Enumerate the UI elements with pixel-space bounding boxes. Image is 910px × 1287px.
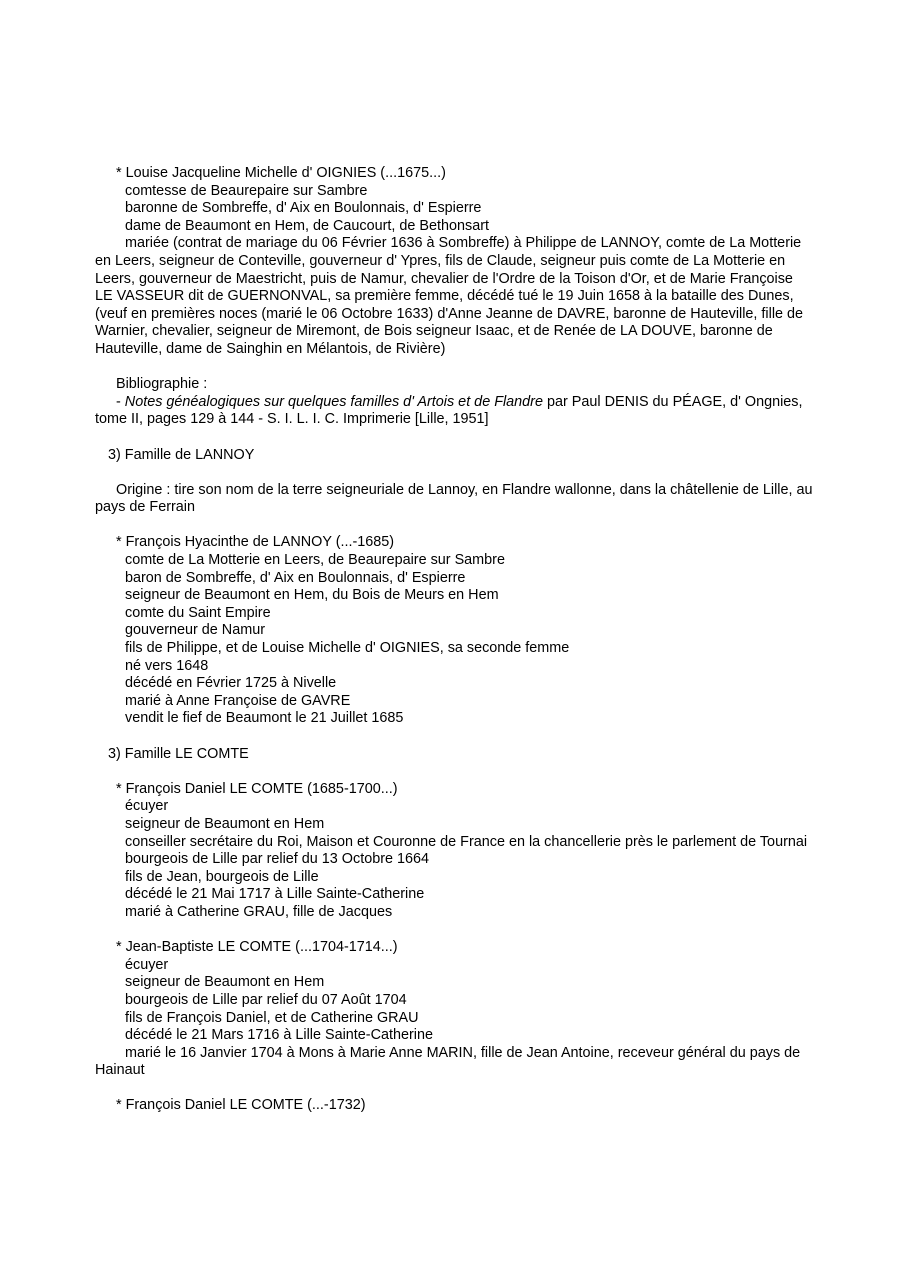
person-header: * François Daniel LE COMTE (1685-1700...)	[116, 780, 398, 797]
entry-line: écuyer	[125, 798, 169, 815]
entry-line: comte de La Motterie en Leers, de Beaurepaire sur Sambre	[125, 552, 505, 569]
origin-paragraph: Origine : tire son nom de la terre seigneuriale de Lannoy, en Flandre wallonne, dans la châtellenie de Lille, au pays de Ferrain	[95, 481, 813, 516]
entry-line: marié à Anne Françoise de GAVRE	[125, 692, 351, 709]
entry-line: bourgeois de Lille par relief du 07 Août 1704	[125, 991, 407, 1008]
person-entry-oignies	[95, 165, 813, 359]
bibliography-details: par Paul DENIS du PÉAGE, d' Ongnies, tome II, pages 129 à 144 - S. I. L. I. C. Imprimerie [Lille, 1951]	[95, 393, 803, 428]
entry-line: baronne de Sombreffe, d' Aix en Boulonnais, d' Espierre	[125, 200, 482, 217]
bibliography-block	[95, 376, 813, 429]
entry-line: vendit le fief de Beaumont le 21 Juillet 1685	[125, 710, 404, 727]
entry-line: gouverneur de Namur	[125, 622, 265, 639]
person-entry-lecomte-1	[95, 781, 813, 922]
entry-long-line: conseiller secrétaire du Roi, Maison et Couronne de France en la chancellerie près le parlement de Tournai	[125, 833, 808, 850]
entry-line: écuyer	[125, 956, 169, 973]
entry-line: fils de François Daniel, et de Catherine GRAU	[125, 1009, 419, 1026]
entry-long-line: marié le 16 Janvier 1704 à Mons à Marie Anne MARIN, fille de Jean Antoine, receveur général du pays de Hainaut	[95, 1044, 801, 1079]
entry-line: né vers 1648	[125, 657, 209, 674]
person-header: * Louise Jacqueline Michelle d' OIGNIES (...1675...)	[116, 165, 446, 181]
entry-line: décédé en Février 1725 à Nivelle	[125, 675, 337, 692]
entry-line: fils de Jean, bourgeois de Lille	[125, 868, 319, 885]
marriage-paragraph: mariée (contrat de mariage du 06 Février 1636 à Sombreffe) à Philippe de LANNOY, comte de La Motterie en Leers, seigneur de Conteville, gouverneur d' Ypres, fils de Claude, seigneur puis comte de La Motterie en Leers, gouverneur de Maestricht, puis de Namur, chevalier de l'Ordre de la Toison d'Or, et de Marie Françoise LE VASSEUR dit de GUERNONVAL, sa première femme, décédé tué le 19 Juin 1658 à la bataille des Dunes, (veuf en premières noces (marié le 06 Octobre 1633) d'Anne Jeanne de DAVRE, baronne de Hauteville, fille de Warnier, chevalier, seigneur de Miremont, de Bois seigneur Isaac, et de Renée de LA DOUVE, baronne de Hauteville, dame de Sainghin en Mélantois, de Rivière)	[95, 235, 804, 357]
entry-line: décédé le 21 Mars 1716 à Lille Sainte-Catherine	[125, 1027, 433, 1044]
entry-line: comte du Saint Empire	[125, 604, 271, 621]
entry-line: comtesse de Beaurepaire sur Sambre	[125, 182, 368, 199]
bibliography-label: Bibliographie :	[116, 376, 208, 393]
entry-line: fils de Philippe, et de Louise Michelle d' OIGNIES, sa seconde femme	[125, 640, 570, 657]
entry-line: baron de Sombreffe, d' Aix en Boulonnais, d' Espierre	[125, 569, 466, 586]
entry-line: bourgeois de Lille par relief du 13 Octobre 1664	[125, 851, 430, 868]
bibliography-title: Notes généalogiques sur quelques familles d' Artois et de Flandre	[124, 393, 543, 410]
section-heading-lecomte: 3) Famille LE COMTE	[108, 745, 249, 762]
person-entry-lecomte-3	[95, 1097, 813, 1115]
person-entry-lecomte-2	[95, 939, 813, 1080]
entry-line: décédé le 21 Mai 1717 à Lille Sainte-Catherine	[125, 886, 425, 903]
entry-line: seigneur de Beaumont en Hem	[125, 974, 325, 991]
entry-line: marié à Catherine GRAU, fille de Jacques	[125, 903, 393, 920]
bibliography-dash: -	[116, 393, 125, 410]
section-heading-lannoy: 3) Famille de LANNOY	[108, 446, 255, 463]
person-entry-lannoy	[95, 534, 813, 728]
entry-line: dame de Beaumont en Hem, de Caucourt, de Bethonsart	[125, 217, 489, 234]
person-header: * Jean-Baptiste LE COMTE (...1704-1714...)	[116, 939, 398, 956]
person-header: * François Hyacinthe de LANNOY (...-1685)	[116, 534, 395, 551]
entry-line: seigneur de Beaumont en Hem	[125, 815, 325, 832]
entry-line: seigneur de Beaumont en Hem, du Bois de Meurs en Hem	[125, 587, 499, 604]
person-header: * François Daniel LE COMTE (...-1732)	[116, 1097, 366, 1114]
document-page	[95, 165, 813, 1115]
bibliography-entry	[95, 394, 813, 429]
